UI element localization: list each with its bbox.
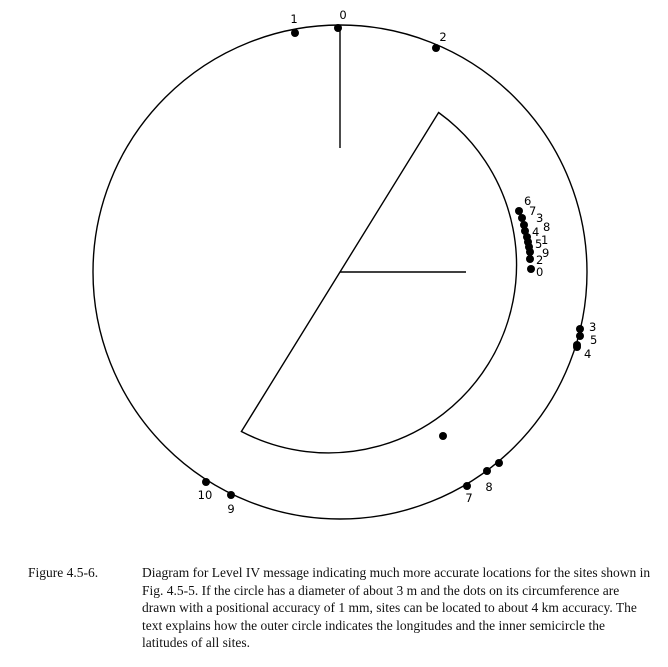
outer-circle-dot-label: 1 (290, 12, 298, 26)
inner-semicircle-dot-label: 8 (543, 220, 551, 234)
outer-circle-dot-label: 4 (584, 347, 592, 361)
outer-circle-dot-label: 9 (227, 502, 235, 516)
outer-circle-dot-label: 2 (439, 30, 447, 44)
inner-semicircle-dot-label: 0 (536, 265, 544, 279)
inner-semicircle-dot-label: 2 (536, 253, 544, 267)
outer-circle-dot-label: 8 (485, 480, 493, 494)
inner-semicircle-dot-label: 4 (532, 225, 540, 239)
inner-semicircle-dot-label: 3 (536, 211, 544, 225)
outer-circle-dot-label: 10 (197, 488, 213, 502)
inner-semicircle-dot (515, 207, 523, 215)
outer-circle-dot (227, 491, 235, 499)
outer-circle-dot (573, 343, 581, 351)
inner-semicircle (241, 113, 516, 453)
outer-circle-dot (495, 459, 503, 467)
caption-label: Figure 4.5-6. (28, 565, 99, 580)
inner-semicircle-dot-label: 6 (524, 194, 532, 208)
outer-circle-dot (463, 482, 471, 490)
inner-semicircle-dot-label: 7 (529, 204, 537, 218)
outer-circle-dot (334, 24, 342, 32)
inner-semicircle-dot (526, 248, 534, 256)
inner-semicircle-dot (526, 255, 534, 263)
outer-circle-dot (576, 325, 584, 333)
caption-text: Diagram for Level IV message indicating much more accurate locations for the sites shown in Fig. 4.5-5. If the circle has a diameter of about 3 m and the dots on its circumference are drawn with a positional accuracy of 1 mm, sites can be located to about 4 km accuracy. The text explains how the outer circle indicates the longitudes and the inner semicircle the latitudes of all sites. (142, 565, 651, 651)
outer-circle-dot (432, 44, 440, 52)
inner-semicircle-dot (527, 265, 535, 273)
inner-semicircle-dot-label: 5 (535, 237, 543, 251)
inner-semicircle-dot (518, 214, 526, 222)
outer-circle-dot (483, 467, 491, 475)
outer-circle-dot-label: 3 (589, 320, 597, 334)
inner-semicircle-dot (439, 432, 447, 440)
outer-circle-dot-label: 5 (590, 333, 598, 347)
outer-circle-dot (202, 478, 210, 486)
outer-circle-dot (291, 29, 299, 37)
outer-circle-dot-label: 7 (465, 491, 473, 505)
inner-semicircle-dot-label: 9 (542, 246, 550, 260)
outer-circle-dot (576, 332, 584, 340)
outer-circle-dot-label: 0 (339, 8, 347, 22)
inner-semicircle-dot-label: 1 (541, 233, 549, 247)
